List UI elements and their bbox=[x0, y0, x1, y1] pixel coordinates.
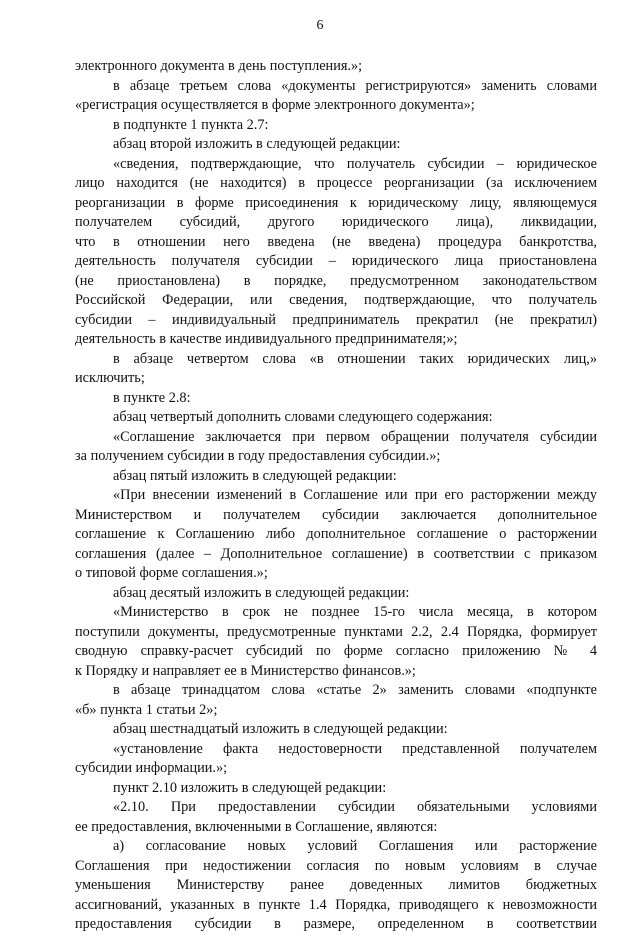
text-line: уменьшения Министерству ранее доведенных лимитов бюджетных bbox=[75, 877, 597, 893]
text-line: за получением субсидии в году предоставления субсидии.»; bbox=[75, 448, 441, 464]
text-line: деятельность в качестве индивидуального предпринимателя;»; bbox=[75, 331, 458, 347]
text-line: «установление факта недостоверности представленной получателем bbox=[113, 740, 597, 757]
text-line: в абзаце третьем слова «документы регистрируются» заменить словами bbox=[113, 77, 597, 94]
text-line: «Министерство в срок не позднее 15-го числа месяца, в котором bbox=[113, 604, 597, 620]
text-line: исключить; bbox=[75, 370, 145, 386]
text-line: Российской Федерации, или сведения, подтверждающие, что получатель bbox=[75, 292, 597, 308]
text-line: «б» пункта 1 статьи 2»; bbox=[75, 701, 218, 718]
text-line: Министерством и получателем субсидии заключается дополнительное bbox=[75, 506, 597, 523]
text-line: о типовой форме соглашения.»; bbox=[75, 565, 268, 581]
text-line: в пункте 2.8: bbox=[113, 389, 191, 406]
text-line: пункт 2.10 изложить в следующей редакции: bbox=[113, 779, 387, 796]
text-line: абзац шестнадцатый изложить в следующей редакции: bbox=[113, 721, 448, 737]
text-line: абзац десятый изложить в следующей редакции: bbox=[113, 584, 410, 601]
text-line: в подпункте 1 пункта 2.7: bbox=[113, 116, 269, 133]
text-line: абзац четвертый дополнить словами следующего содержания: bbox=[113, 409, 493, 425]
page-number: 6 bbox=[316, 18, 324, 33]
text-line: а) согласование новых условий Соглашения или расторжение bbox=[113, 838, 597, 854]
text-line: в абзаце четвертом слова «в отношении таких юридических лиц,» bbox=[113, 350, 597, 367]
text-line: получателем субсидий, другого юридического лица), ликвидации, bbox=[75, 214, 597, 230]
document-body bbox=[75, 57, 597, 935]
text-line: Соглашения при недостижении согласия по новым условиям в случае bbox=[75, 857, 597, 874]
text-line: абзац пятый изложить в следующей редакции: bbox=[113, 467, 397, 484]
text-line: «сведения, подтверждающие, что получатель субсидии – юридическое bbox=[113, 155, 597, 172]
text-line: ассигнований, указанных в пункте 1.4 Порядка, приводящего к невозможности bbox=[75, 896, 597, 913]
text-line: субсидии информации.»; bbox=[75, 760, 228, 776]
text-line: «При внесении изменений в Соглашение или при его расторжении между bbox=[113, 487, 597, 503]
text-line: соглашение к Соглашению либо дополнительное соглашение о расторжении bbox=[75, 526, 597, 542]
text-line: деятельность получателя субсидии – юридического лица приостановлена bbox=[75, 253, 597, 269]
text-line: субсидии – индивидуальный предприниматель прекратил (не прекратил) bbox=[75, 311, 597, 328]
text-line: абзац второй изложить в следующей редакции: bbox=[113, 136, 401, 152]
text-line: реорганизации в форме присоединения к юридическому лицу, являющемуся bbox=[75, 194, 597, 211]
text-line: сводную справку-расчет субсидий по форме согласно приложению № 4 bbox=[75, 643, 597, 659]
text-line: электронного документа в день поступления.»; bbox=[75, 58, 363, 74]
text-line: в абзаце тринадцатом слова «статье 2» заменить словами «подпункте bbox=[113, 682, 597, 698]
text-line: «2.10. При предоставлении субсидии обязательными условиями bbox=[113, 799, 597, 815]
text-line: соглашения (далее – Дополнительное соглашение) в соответствии с приказом bbox=[75, 545, 597, 562]
text-line: предоставления субсидии в размере, определенном в соответствии bbox=[75, 916, 597, 932]
text-line: к Порядку и направляет ее в Министерство финансов.»; bbox=[75, 662, 416, 679]
text-line: «регистрация осуществляется в форме электронного документа»; bbox=[75, 97, 475, 113]
text-line: «Соглашение заключается при первом обращении получателя субсидии bbox=[113, 428, 597, 445]
text-line: ее предоставления, включенными в Соглашение, являются: bbox=[75, 818, 438, 835]
text-line: лицо находится (не находится) в процессе реорганизации (за исключением bbox=[75, 175, 597, 191]
text-line: поступили документы, предусмотренные пунктами 2.2, 2.4 Порядка, формирует bbox=[75, 623, 597, 640]
text-line: (не приостановлена) в порядке, предусмотренном законодательством bbox=[75, 272, 597, 289]
text-line: что в отношении него введена (не введена) процедура банкротства, bbox=[75, 233, 597, 250]
